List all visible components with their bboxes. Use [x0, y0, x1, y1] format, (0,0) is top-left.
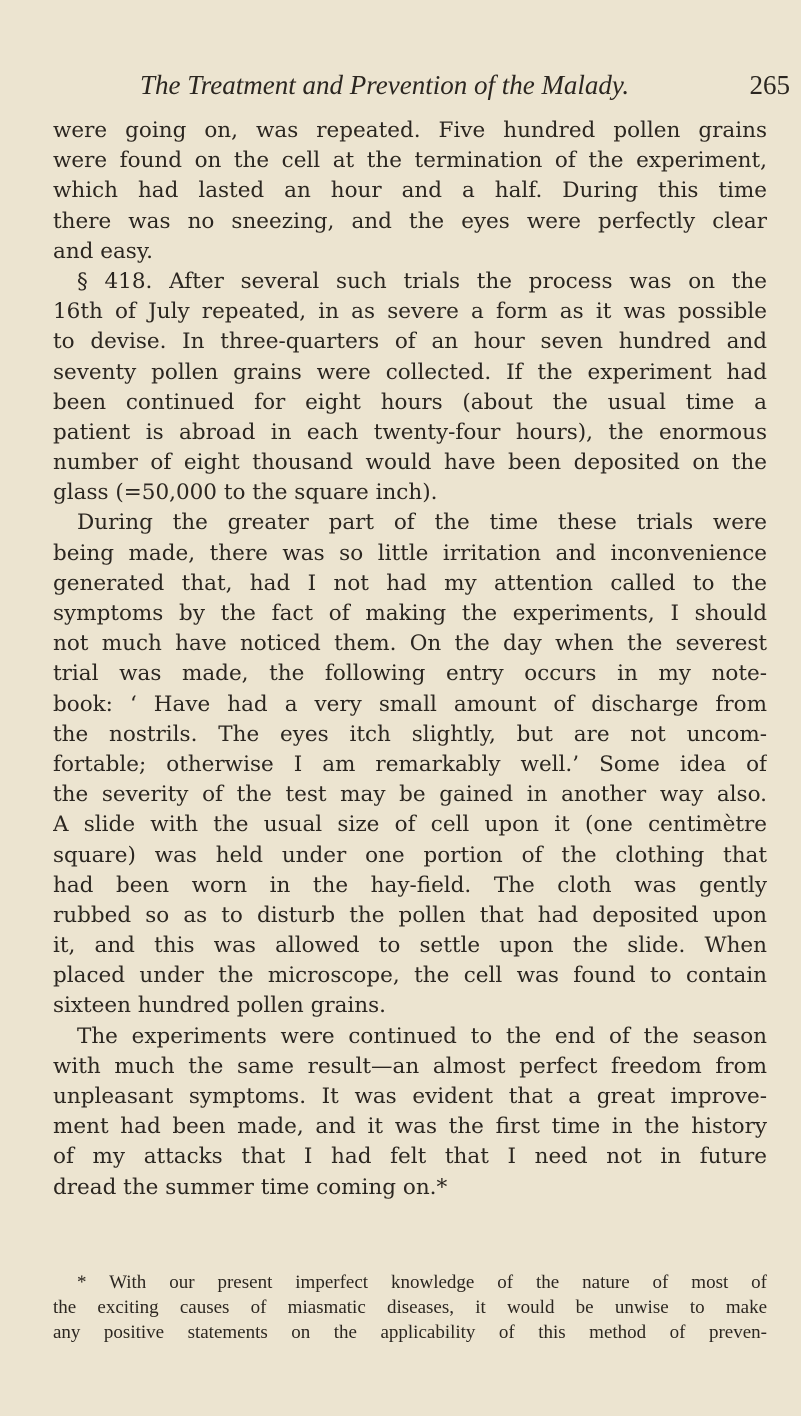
text-line: § 418. After several such trials the process was on the — [77, 268, 767, 294]
text-line: trial was made, the following entry occurs in my note- — [53, 661, 767, 687]
text-line: During the greater part of the time these trials were — [77, 510, 767, 536]
text-line: being made, there was so little irritation and inconvenience — [53, 540, 767, 566]
footnote — [53, 1270, 767, 1345]
text-line: with much the same result—an almost perfect freedom from — [53, 1053, 767, 1079]
body-text — [53, 116, 767, 1203]
text-line: fortable; otherwise I am remarkably well.’ Some idea of — [53, 751, 767, 777]
text-line: A slide with the usual size of cell upon it (one centimètre — [53, 812, 767, 838]
footnote-line: the exciting causes of miasmatic diseases, it would be unwise to make — [53, 1297, 767, 1318]
text-line: dread the summer time coming on.* — [53, 1174, 448, 1200]
text-line: which had lasted an hour and a half. During this time — [53, 178, 767, 204]
text-line: unpleasant symptoms. It was evident that a great improve- — [53, 1084, 767, 1109]
text-line: were going on, was repeated. Five hundred pollen grains — [53, 118, 767, 143]
text-line: book: ‘ Have had a very small amount of discharge from — [53, 691, 767, 717]
text-line: the severity of the test may be gained in another way also. — [53, 782, 767, 808]
text-line: glass (=50,000 to the square inch). — [53, 480, 438, 506]
text-line: sixteen hundred pollen grains. — [53, 993, 387, 1019]
text-line: generated that, had I not had my attention called to the — [53, 570, 767, 596]
text-line: number of eight thousand would have been deposited on the — [53, 450, 767, 476]
text-line: were found on the cell at the termination of the experiment, — [53, 148, 767, 174]
text-line: ment had been made, and it was the first time in the history — [53, 1114, 767, 1140]
text-line: seventy pollen grains were collected. If the experiment had — [53, 359, 767, 385]
footnote-line: * With our present imperfect knowledge of the nature of most of — [77, 1272, 767, 1293]
text-line: been continued for eight hours (about the usual time a — [53, 389, 767, 415]
running-header — [140, 70, 790, 101]
text-line: there was no sneezing, and the eyes were perfectly clear — [53, 208, 767, 234]
footnote-line: any positive statements on the applicability of this method of preven- — [53, 1322, 767, 1343]
text-line: and easy. — [53, 238, 153, 264]
text-line: The experiments were continued to the end of the season — [77, 1023, 767, 1049]
text-line: the nostrils. The eyes itch slightly, but are not uncom- — [53, 721, 767, 747]
page-number: 265 — [749, 70, 790, 100]
text-line: had been worn in the hay-field. The cloth was gently — [53, 872, 767, 898]
running-title: The Treatment and Prevention of the Malady. — [140, 70, 630, 100]
text-line: placed under the microscope, the cell was found to contain — [53, 963, 767, 989]
text-line: patient is abroad in each twenty-four hours), the enormous — [53, 419, 767, 445]
text-line: it, and this was allowed to settle upon the slide. When — [53, 933, 767, 959]
text-line: of my attacks that I had felt that I need not in future — [53, 1144, 767, 1170]
text-line: 16th of July repeated, in as severe a form as it was possible — [53, 299, 767, 325]
text-line: to devise. In three-quarters of an hour seven hundred and — [53, 329, 767, 355]
text-line: not much have noticed them. On the day when the severest — [53, 631, 767, 657]
text-line: square) was held under one portion of the clothing that — [53, 842, 767, 868]
text-line: rubbed so as to disturb the pollen that had deposited upon — [53, 902, 767, 928]
text-line: symptoms by the fact of making the experiments, I should — [53, 601, 767, 626]
